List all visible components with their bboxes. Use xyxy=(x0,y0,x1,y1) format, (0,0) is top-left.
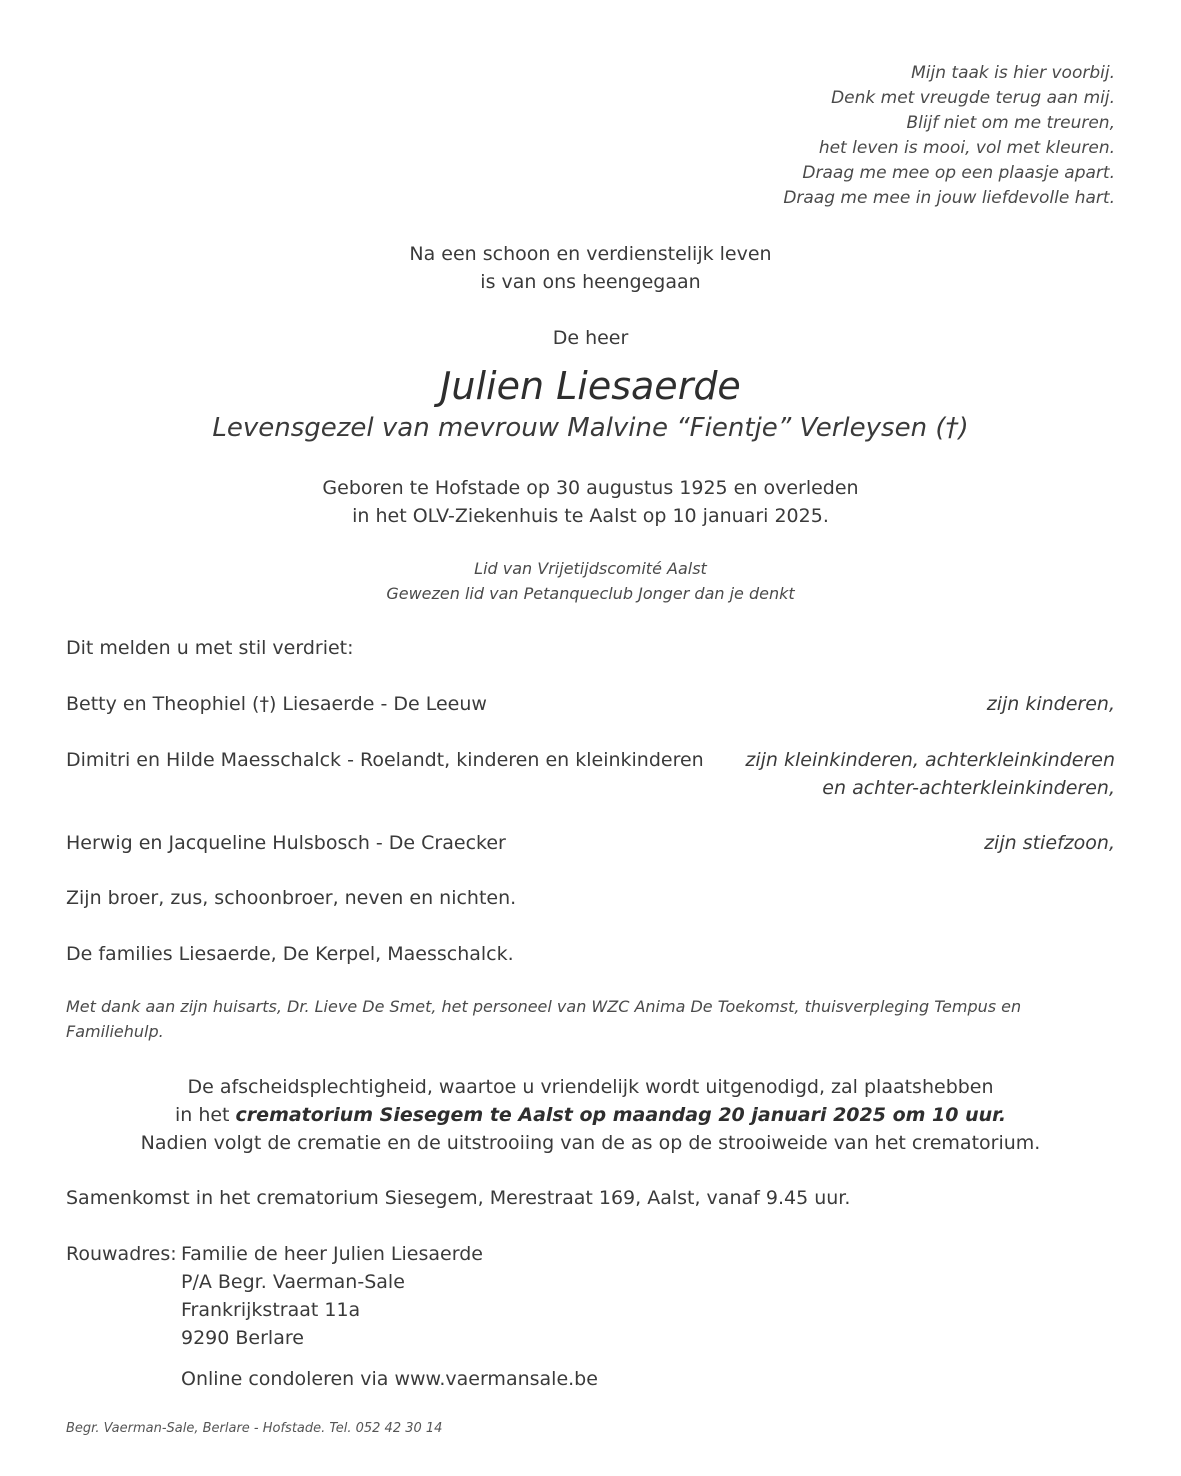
death-line: in het OLV-Ziekenhuis te Aalst op 10 januari 2025. xyxy=(352,505,829,527)
ceremony-line xyxy=(0,1101,1181,1129)
family-relation: zijn kinderen, xyxy=(986,693,1115,715)
address-lines xyxy=(181,1240,483,1352)
intro-text xyxy=(0,240,1181,296)
memberships xyxy=(0,556,1181,606)
address-line: P/A Begr. Vaerman-Sale xyxy=(181,1271,405,1293)
address-line: Frankrijkstraat 11a xyxy=(181,1299,361,1321)
birth-line: Geboren te Hofstade op 30 augustus 1925 en overleden xyxy=(322,477,859,499)
intro-line: is van ons heengegaan xyxy=(480,271,701,293)
poem xyxy=(783,61,1115,211)
poem-line: Blijf niet om me treuren, xyxy=(906,113,1115,133)
families-line: De families Liesaerde, De Kerpel, Maesschalck. xyxy=(66,943,514,965)
intro-line: Na een schoon en verdienstelijk leven xyxy=(409,243,772,265)
family-relation: zijn stiefzoon, xyxy=(984,832,1115,854)
membership-line: Lid van Vrijetijdscomité Aalst xyxy=(474,559,707,578)
poem-line: Draag me mee in jouw liefdevolle hart. xyxy=(783,188,1115,208)
gathering-info: Samenkomst in het crematorium Siesegem, Merestraat 169, Aalst, vanaf 9.45 uur. xyxy=(66,1187,851,1209)
membership-line: Gewezen lid van Petanqueclub Jonger dan je denkt xyxy=(386,584,795,603)
relatives-line: Zijn broer, zus, schoonbroer, neven en nichten. xyxy=(66,887,517,909)
poem-line: het leven is mooi, vol met kleuren. xyxy=(818,138,1115,158)
poem-line: Denk met vreugde terug aan mij. xyxy=(831,88,1115,108)
ceremony-info xyxy=(0,1073,1181,1157)
title-prefix: De heer xyxy=(552,327,629,349)
family-member-name: Herwig en Jacqueline Hulsbosch - De Craecker xyxy=(66,832,506,854)
ceremony-prefix: in het xyxy=(174,1104,236,1126)
thanks-note: Met dank aan zijn huisarts, Dr. Lieve De Smet, het personeel van WZC Anima De Toekomst, thuisverpleging Tempus en Familiehulp. xyxy=(66,997,1022,1041)
family-member-name: Betty en Theophiel (†) Liesaerde - De Leeuw xyxy=(66,693,487,715)
address-label: Rouwadres: xyxy=(66,1243,177,1265)
ceremony-location: crematorium Siesegem te Aalst op maandag 20 januari 2025 om 10 uur. xyxy=(235,1104,1007,1126)
family-member-name: Dimitri en Hilde Maesschalck - Roelandt, kinderen en kleinkinderen xyxy=(66,749,704,771)
family-relation xyxy=(745,746,1115,802)
footer-funeral-home: Begr. Vaerman-Sale, Berlare - Hofstade. Tel. 052 42 30 14 xyxy=(66,1421,443,1436)
address-line: 9290 Berlare xyxy=(181,1327,304,1349)
partner-line: Levensgezel van mevrouw Malvine “Fientje” Verleysen (†) xyxy=(212,413,969,443)
poem-line: Mijn taak is hier voorbij. xyxy=(911,63,1115,83)
birth-death-info xyxy=(0,474,1181,530)
announcement: Dit melden u met stil verdriet: xyxy=(66,637,354,659)
ceremony-line: De afscheidsplechtigheid, waartoe u vriendelijk wordt uitgenodigd, zal plaatshebben xyxy=(187,1076,994,1098)
poem-line: Draag me mee op een plaasje apart. xyxy=(802,163,1115,183)
relation-line: en achter-achterkleinkinderen, xyxy=(822,777,1115,799)
address-line: Familie de heer Julien Liesaerde xyxy=(181,1243,483,1265)
deceased-name: Julien Liesaerde xyxy=(440,364,741,408)
relation-line: zijn kleinkinderen, achterkleinkinderen xyxy=(745,749,1115,771)
online-condolence-link[interactable]: Online condoleren via www.vaermansale.be xyxy=(181,1368,598,1390)
ceremony-line: Nadien volgt de crematie en de uitstrooiing van de as op de strooiweide van het crematorium. xyxy=(140,1132,1041,1154)
